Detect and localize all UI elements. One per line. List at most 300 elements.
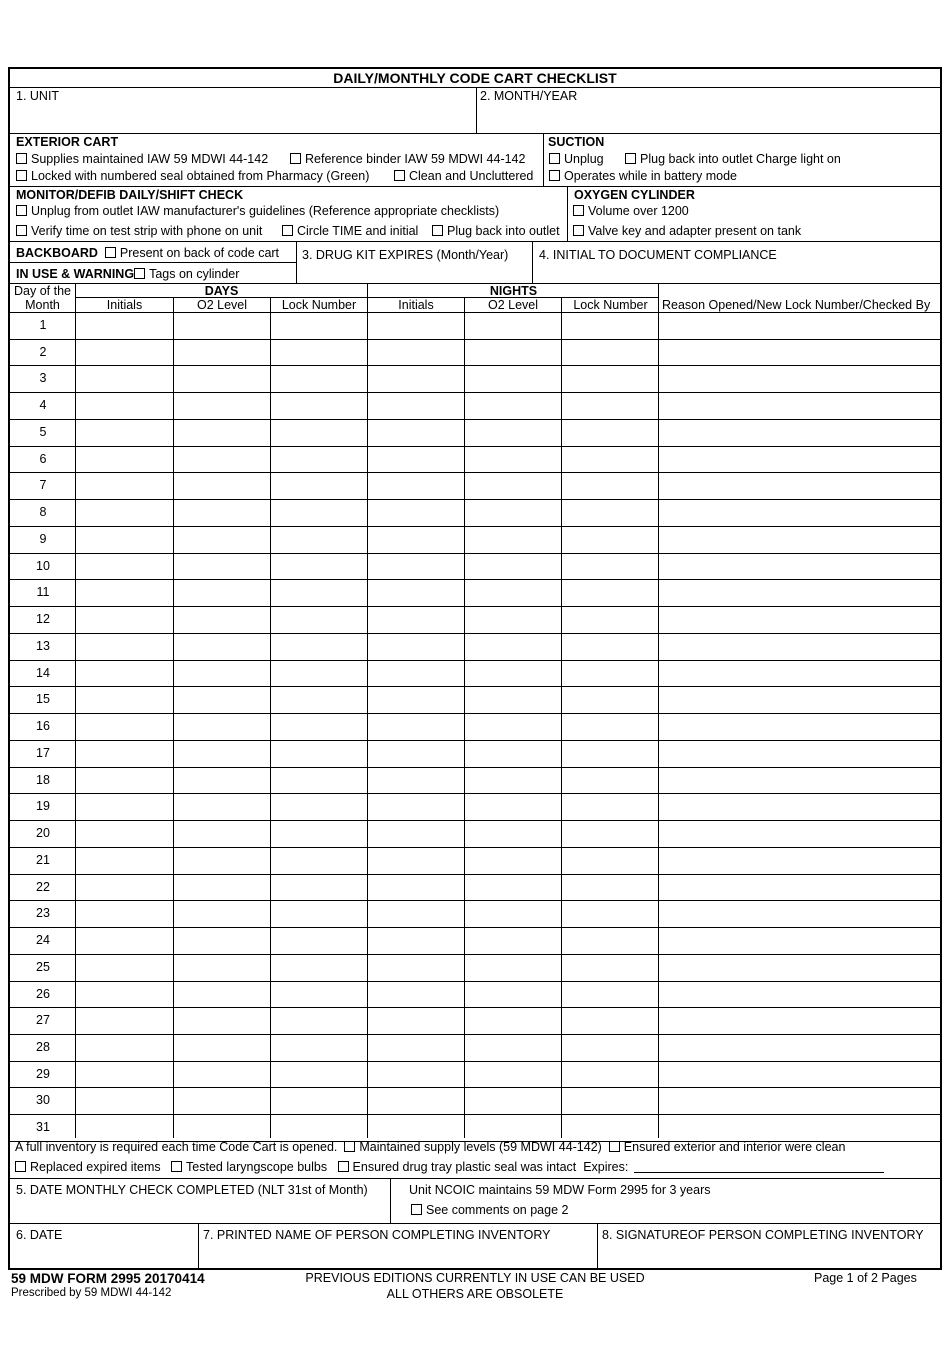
table-cell[interactable] <box>562 500 658 526</box>
day-number: 16 <box>36 719 50 734</box>
table-cell[interactable] <box>174 714 270 740</box>
table-cell[interactable] <box>465 848 561 874</box>
table-cell[interactable] <box>562 607 658 633</box>
table-cell[interactable] <box>562 447 658 473</box>
exterior-item-locked: Locked with numbered seal obtained from Pharmacy (Green) <box>16 169 369 183</box>
table-cell[interactable] <box>174 313 270 339</box>
table-cell[interactable] <box>271 1008 367 1034</box>
table-cell[interactable] <box>562 875 658 901</box>
table-cell[interactable] <box>174 928 270 954</box>
table-cell[interactable] <box>562 741 658 767</box>
table-cell[interactable] <box>76 661 173 687</box>
table-cell[interactable] <box>465 794 561 820</box>
table-cell[interactable] <box>271 848 367 874</box>
table-cell[interactable] <box>562 848 658 874</box>
col-days-o2: O2 Level <box>196 298 248 312</box>
table-cell[interactable] <box>562 313 658 339</box>
col-nights-o2: O2 Level <box>487 298 539 312</box>
table-cell[interactable] <box>659 420 940 446</box>
monitor-item-verify-time: Verify time on test strip with phone on unit <box>16 224 262 238</box>
day-number: 18 <box>36 772 50 787</box>
printed-name-label: 7. PRINTED NAME OF PERSON COMPLETING INVENTORY <box>203 1228 551 1242</box>
table-cell[interactable] <box>659 1035 940 1061</box>
table-cell[interactable] <box>562 366 658 392</box>
table-cell[interactable] <box>659 955 940 981</box>
day-number: 26 <box>36 986 50 1001</box>
table-cell[interactable] <box>659 1008 940 1034</box>
code-cart-checklist-form <box>8 67 942 1270</box>
table-cell[interactable] <box>76 393 173 419</box>
editions-line2: ALL OTHERS ARE OBSOLETE <box>386 1287 564 1301</box>
table-cell[interactable] <box>465 821 561 847</box>
table-cell[interactable] <box>562 794 658 820</box>
table-cell[interactable] <box>465 1008 561 1034</box>
table-cell[interactable] <box>562 661 658 687</box>
table-cell[interactable] <box>76 821 173 847</box>
table-cell[interactable] <box>271 580 367 606</box>
col-days-initials: Initials <box>106 298 143 312</box>
table-cell[interactable] <box>368 366 464 392</box>
table-cell[interactable] <box>659 821 940 847</box>
editions-line1: PREVIOUS EDITIONS CURRENTLY IN USE CAN BE USED <box>305 1271 645 1285</box>
table-cell[interactable] <box>271 768 367 794</box>
day-number: 13 <box>36 638 50 653</box>
table-cell[interactable] <box>368 607 464 633</box>
table-cell[interactable] <box>465 768 561 794</box>
table-cell[interactable] <box>368 554 464 580</box>
table-cell[interactable] <box>174 634 270 660</box>
in-use-heading: IN USE & WARNING <box>16 267 135 281</box>
ncoic-text: Unit NCOIC maintains 59 MDW Form 2995 for 3 years <box>409 1183 711 1197</box>
table-cell[interactable] <box>76 794 173 820</box>
table-cell[interactable] <box>368 901 464 927</box>
table-cell[interactable] <box>368 580 464 606</box>
table-cell[interactable] <box>174 741 270 767</box>
table-cell[interactable] <box>368 768 464 794</box>
table-cell[interactable] <box>76 1062 173 1088</box>
table-cell[interactable] <box>271 420 367 446</box>
table-cell[interactable] <box>465 1062 561 1088</box>
table-cell[interactable] <box>174 821 270 847</box>
page-number: Page 1 of 2 Pages <box>814 1271 917 1285</box>
table-cell[interactable] <box>659 1088 940 1114</box>
day-number: 4 <box>39 398 47 413</box>
table-cell[interactable] <box>368 500 464 526</box>
table-cell[interactable] <box>465 741 561 767</box>
table-cell[interactable] <box>271 955 367 981</box>
exterior-item-supplies: Supplies maintained IAW 59 MDWI 44-142 <box>16 152 268 166</box>
table-cell[interactable] <box>76 473 173 499</box>
table-cell[interactable] <box>659 848 940 874</box>
table-cell[interactable] <box>562 527 658 553</box>
table-cell[interactable] <box>271 901 367 927</box>
signature-field[interactable] <box>598 1243 940 1268</box>
day-number: 5 <box>39 424 47 439</box>
table-cell[interactable] <box>271 982 367 1008</box>
table-cell[interactable] <box>271 554 367 580</box>
table-cell[interactable] <box>368 741 464 767</box>
table-cell[interactable] <box>659 661 940 687</box>
table-cell[interactable] <box>465 928 561 954</box>
table-cell[interactable] <box>174 554 270 580</box>
day-number: 10 <box>36 558 50 573</box>
table-cell[interactable] <box>562 554 658 580</box>
day-number: 1 <box>39 318 47 332</box>
table-cell[interactable] <box>659 313 940 339</box>
table-cell[interactable] <box>659 473 940 499</box>
initial-compliance-label: 4. INITIAL TO DOCUMENT COMPLIANCE <box>539 248 777 262</box>
day-number: 30 <box>36 1093 50 1108</box>
table-cell[interactable] <box>562 982 658 1008</box>
table-cell[interactable] <box>659 901 940 927</box>
table-cell[interactable] <box>271 500 367 526</box>
inventory-row2: Replaced expired items Tested laryngscope bulbs Ensured drug tray plastic seal was intact Expires: <box>15 1160 884 1174</box>
table-cell[interactable] <box>368 473 464 499</box>
table-cell[interactable] <box>368 1088 464 1114</box>
table-cell[interactable] <box>271 393 367 419</box>
table-cell[interactable] <box>465 955 561 981</box>
table-cell[interactable] <box>659 340 940 366</box>
table-cell[interactable] <box>465 366 561 392</box>
day-number: 12 <box>36 612 50 627</box>
date-label: 6. DATE <box>16 1228 63 1242</box>
table-cell[interactable] <box>271 1062 367 1088</box>
days-group-header: DAYS <box>204 284 239 298</box>
table-cell[interactable] <box>271 794 367 820</box>
col-reason: Reason Opened/New Lock Number/Checked By <box>662 298 931 312</box>
table-cell[interactable] <box>174 982 270 1008</box>
table-cell[interactable] <box>76 928 173 954</box>
table-cell[interactable] <box>174 607 270 633</box>
expires-label: Expires: <box>583 1160 629 1174</box>
checkbox[interactable] <box>171 1161 182 1172</box>
table-cell[interactable] <box>76 366 173 392</box>
exterior-cart-heading: EXTERIOR CART <box>16 135 119 149</box>
table-cell[interactable] <box>174 580 270 606</box>
table-cell[interactable] <box>659 580 940 606</box>
table-cell[interactable] <box>271 821 367 847</box>
signature-label: 8. SIGNATUREOF PERSON COMPLETING INVENTORY <box>602 1228 924 1242</box>
day-number: 31 <box>36 1120 50 1135</box>
checkbox[interactable] <box>411 1204 422 1215</box>
table-cell[interactable] <box>174 1008 270 1034</box>
table-cell[interactable] <box>562 821 658 847</box>
table-cell[interactable] <box>562 473 658 499</box>
table-cell[interactable] <box>659 527 940 553</box>
nights-group-header: NIGHTS <box>489 284 538 298</box>
table-cell[interactable] <box>368 794 464 820</box>
table-cell[interactable] <box>76 982 173 1008</box>
table-cell[interactable] <box>659 366 940 392</box>
table-cell[interactable] <box>465 420 561 446</box>
monitor-heading: MONITOR/DEFIB DAILY/SHIFT CHECK <box>16 188 244 202</box>
table-cell[interactable] <box>562 393 658 419</box>
table-cell[interactable] <box>271 1035 367 1061</box>
table-cell[interactable] <box>465 473 561 499</box>
table-cell[interactable] <box>659 875 940 901</box>
table-cell[interactable] <box>174 340 270 366</box>
table-cell[interactable] <box>271 661 367 687</box>
table-cell[interactable] <box>271 473 367 499</box>
table-cell[interactable] <box>465 1035 561 1061</box>
table-cell[interactable] <box>562 1088 658 1114</box>
table-cell[interactable] <box>562 955 658 981</box>
table-cell[interactable] <box>368 634 464 660</box>
table-cell[interactable] <box>659 928 940 954</box>
table-cell[interactable] <box>174 447 270 473</box>
table-cell[interactable] <box>174 901 270 927</box>
table-cell[interactable] <box>76 340 173 366</box>
day-number: 21 <box>36 852 50 867</box>
day-number: 3 <box>39 371 47 386</box>
table-cell[interactable] <box>76 500 173 526</box>
day-grid <box>10 69 940 1272</box>
table-cell[interactable] <box>271 447 367 473</box>
table-cell[interactable] <box>174 661 270 687</box>
table-cell[interactable] <box>465 313 561 339</box>
inventory-row1: A full inventory is required each time Code Cart is opened. Maintained supply levels (59 MDWI 44-142) Ensured exterior and interior were clean <box>15 1140 846 1154</box>
table-cell[interactable] <box>368 982 464 1008</box>
table-cell[interactable] <box>174 393 270 419</box>
table-cell[interactable] <box>174 366 270 392</box>
table-cell[interactable] <box>562 340 658 366</box>
table-cell[interactable] <box>271 527 367 553</box>
table-cell[interactable] <box>465 393 561 419</box>
table-cell[interactable] <box>76 848 173 874</box>
oxygen-item-valve-key: Valve key and adapter present on tank <box>573 224 801 238</box>
table-cell[interactable] <box>271 687 367 713</box>
table-cell[interactable] <box>465 580 561 606</box>
table-cell[interactable] <box>659 393 940 419</box>
printed-name-field[interactable] <box>199 1243 597 1268</box>
month-year-label: 2. MONTH/YEAR <box>480 89 578 103</box>
day-number: 19 <box>36 799 50 814</box>
table-cell[interactable] <box>465 1088 561 1114</box>
table-cell[interactable] <box>562 901 658 927</box>
table-cell[interactable] <box>368 661 464 687</box>
table-cell[interactable] <box>174 500 270 526</box>
day-number: 24 <box>36 933 50 948</box>
table-cell[interactable] <box>562 1035 658 1061</box>
monitor-item-circle-time: Circle TIME and initial <box>282 224 418 238</box>
table-cell[interactable] <box>659 634 940 660</box>
table-cell[interactable] <box>271 1088 367 1114</box>
table-cell[interactable] <box>562 420 658 446</box>
table-cell[interactable] <box>271 607 367 633</box>
table-cell[interactable] <box>174 1088 270 1114</box>
day-header-line1: Day of the <box>14 284 71 298</box>
exterior-item-clean: Clean and Uncluttered <box>394 169 533 183</box>
table-cell[interactable] <box>562 1115 658 1141</box>
table-cell[interactable] <box>76 634 173 660</box>
table-cell[interactable] <box>465 447 561 473</box>
table-cell[interactable] <box>76 313 173 339</box>
table-cell[interactable] <box>659 1062 940 1088</box>
oxygen-heading: OXYGEN CYLINDER <box>574 188 695 202</box>
day-number: 27 <box>36 1013 50 1028</box>
table-cell[interactable] <box>368 1062 464 1088</box>
table-cell[interactable] <box>465 340 561 366</box>
table-cell[interactable] <box>659 500 940 526</box>
table-cell[interactable] <box>368 1115 464 1141</box>
table-cell[interactable] <box>368 340 464 366</box>
table-cell[interactable] <box>368 821 464 847</box>
table-cell[interactable] <box>174 1062 270 1088</box>
table-cell[interactable] <box>465 527 561 553</box>
table-cell[interactable] <box>562 1062 658 1088</box>
table-cell[interactable] <box>271 340 367 366</box>
table-cell[interactable] <box>465 875 561 901</box>
table-cell[interactable] <box>174 473 270 499</box>
oxygen-item-volume: Volume over 1200 <box>573 204 689 218</box>
date-field[interactable] <box>10 1243 198 1268</box>
table-cell[interactable] <box>465 500 561 526</box>
table-cell[interactable] <box>562 768 658 794</box>
table-cell[interactable] <box>562 928 658 954</box>
table-cell[interactable] <box>368 928 464 954</box>
table-cell[interactable] <box>76 1035 173 1061</box>
day-number: 15 <box>36 692 50 707</box>
table-cell[interactable] <box>659 714 940 740</box>
table-cell[interactable] <box>174 687 270 713</box>
table-cell[interactable] <box>271 741 367 767</box>
monitor-item-plug-back: Plug back into outlet <box>432 224 560 238</box>
day-number: 14 <box>36 665 50 680</box>
table-cell[interactable] <box>174 1035 270 1061</box>
table-cell[interactable] <box>174 875 270 901</box>
table-cell[interactable] <box>562 1008 658 1034</box>
table-cell[interactable] <box>368 955 464 981</box>
table-cell[interactable] <box>76 901 173 927</box>
col-nights-lock: Lock Number <box>573 298 648 312</box>
table-cell[interactable] <box>76 768 173 794</box>
table-cell[interactable] <box>76 1008 173 1034</box>
table-cell[interactable] <box>368 1035 464 1061</box>
table-cell[interactable] <box>76 741 173 767</box>
table-cell[interactable] <box>174 794 270 820</box>
backboard-row: BACKBOARD Present on back of code cart <box>16 246 280 260</box>
unit-label: 1. UNIT <box>16 89 60 103</box>
table-cell[interactable] <box>174 420 270 446</box>
table-cell[interactable] <box>659 687 940 713</box>
table-cell[interactable] <box>659 447 940 473</box>
table-cell[interactable] <box>76 714 173 740</box>
table-cell[interactable] <box>465 714 561 740</box>
table-cell[interactable] <box>76 420 173 446</box>
table-cell[interactable] <box>174 768 270 794</box>
in-use-row: IN USE & WARNING Tags on cylinder <box>16 267 240 281</box>
drug-kit-label: 3. DRUG KIT EXPIRES (Month/Year) <box>302 248 509 262</box>
day-number: 28 <box>36 1039 50 1054</box>
checkbox[interactable] <box>344 1141 355 1152</box>
table-cell[interactable] <box>465 634 561 660</box>
table-cell[interactable] <box>76 527 173 553</box>
table-cell[interactable] <box>174 1115 270 1141</box>
table-cell[interactable] <box>368 393 464 419</box>
table-cell[interactable] <box>562 634 658 660</box>
table-cell[interactable] <box>76 1115 173 1141</box>
table-cell[interactable] <box>76 955 173 981</box>
table-cell[interactable] <box>368 714 464 740</box>
table-cell[interactable] <box>368 420 464 446</box>
table-cell[interactable] <box>368 1008 464 1034</box>
table-cell[interactable] <box>465 1115 561 1141</box>
form-title: DAILY/MONTHLY CODE CART CHECKLIST <box>333 70 617 86</box>
day-number: 17 <box>36 745 50 760</box>
day-number: 20 <box>36 826 50 841</box>
table-cell[interactable] <box>562 687 658 713</box>
table-cell[interactable] <box>76 554 173 580</box>
table-cell[interactable] <box>271 875 367 901</box>
expires-field[interactable] <box>634 1161 884 1173</box>
table-cell[interactable] <box>271 1115 367 1141</box>
table-cell[interactable] <box>271 714 367 740</box>
table-cell[interactable] <box>174 848 270 874</box>
table-cell[interactable] <box>659 1115 940 1141</box>
table-cell[interactable] <box>174 955 270 981</box>
checkbox[interactable] <box>15 1161 26 1172</box>
table-cell[interactable] <box>465 607 561 633</box>
table-cell[interactable] <box>465 687 561 713</box>
table-cell[interactable] <box>271 313 367 339</box>
table-cell[interactable] <box>76 1088 173 1114</box>
table-cell[interactable] <box>465 982 561 1008</box>
table-cell[interactable] <box>271 928 367 954</box>
inventory-note: A full inventory is required each time Code Cart is opened. <box>15 1140 338 1154</box>
checkbox[interactable] <box>609 1141 620 1152</box>
table-cell[interactable] <box>659 982 940 1008</box>
table-cell[interactable] <box>76 447 173 473</box>
table-cell[interactable] <box>271 366 367 392</box>
table-cell[interactable] <box>368 313 464 339</box>
table-cell[interactable] <box>76 687 173 713</box>
table-cell[interactable] <box>659 768 940 794</box>
table-cell[interactable] <box>465 901 561 927</box>
day-number: 29 <box>36 1066 50 1081</box>
table-cell[interactable] <box>659 607 940 633</box>
day-number: 23 <box>36 906 50 921</box>
table-cell[interactable] <box>76 607 173 633</box>
date-monthly-field[interactable] <box>10 1199 390 1223</box>
date-monthly-label: 5. DATE MONTHLY CHECK COMPLETED (NLT 31st of Month) <box>16 1183 368 1197</box>
table-cell[interactable] <box>562 714 658 740</box>
suction-heading: SUCTION <box>548 135 605 149</box>
table-cell[interactable] <box>76 580 173 606</box>
table-cell[interactable] <box>368 875 464 901</box>
table-cell[interactable] <box>368 848 464 874</box>
table-cell[interactable] <box>368 447 464 473</box>
table-cell[interactable] <box>271 634 367 660</box>
table-cell[interactable] <box>659 741 940 767</box>
table-cell[interactable] <box>76 875 173 901</box>
table-cell[interactable] <box>465 661 561 687</box>
table-cell[interactable] <box>659 554 940 580</box>
day-number: 22 <box>36 879 50 894</box>
checkbox[interactable] <box>338 1161 349 1172</box>
table-cell[interactable] <box>465 554 561 580</box>
table-cell[interactable] <box>562 580 658 606</box>
see-comments-row: See comments on page 2 <box>411 1203 568 1217</box>
day-number: 25 <box>36 959 50 974</box>
prescribed-by: Prescribed by 59 MDWI 44-142 <box>11 1287 172 1299</box>
table-cell[interactable] <box>659 794 940 820</box>
table-cell[interactable] <box>174 527 270 553</box>
table-cell[interactable] <box>368 687 464 713</box>
day-number: 11 <box>36 585 50 600</box>
monitor-item-unplug: Unplug from outlet IAW manufacturer's guidelines (Reference appropriate checklists) <box>16 204 499 218</box>
day-number: 8 <box>39 505 47 520</box>
table-cell[interactable] <box>368 527 464 553</box>
